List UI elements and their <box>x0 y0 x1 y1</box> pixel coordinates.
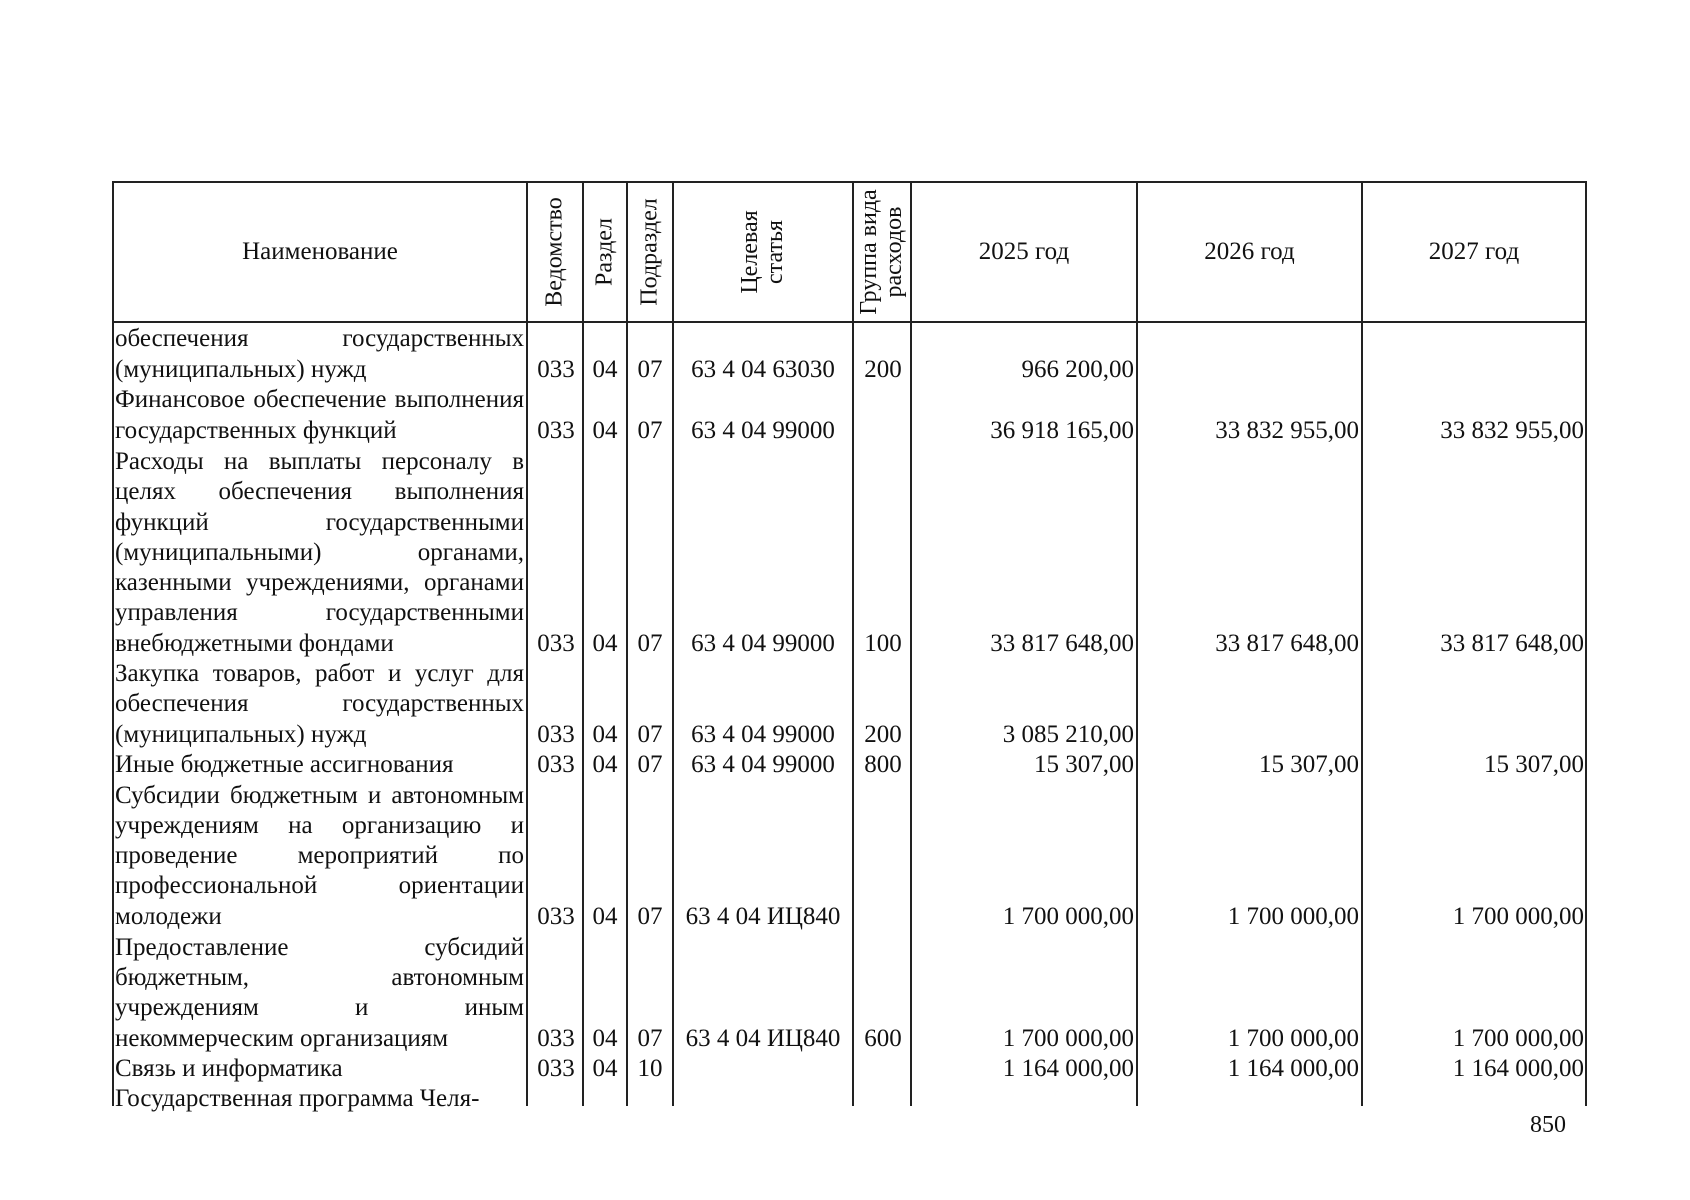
row-2026: 33 832 955,00 <box>1215 417 1359 444</box>
row-gruppa: 600 <box>864 1025 902 1052</box>
row-podrazdel: 07 <box>637 630 663 657</box>
row-name: Связь и информатика <box>115 1054 343 1082</box>
row-name: обеспечения государственных (муниципальных) нужд <box>115 325 524 383</box>
row-2026: 1 700 000,00 <box>1227 903 1359 930</box>
row-name: Государственная программа Челя- <box>115 1084 480 1112</box>
row-vedomstvo: 033 <box>537 903 575 930</box>
row-celevaya-statya: 63 4 04 99000 <box>691 721 835 748</box>
row-name: Финансовое обеспечение выполнения государственных функций <box>115 386 524 444</box>
row-celevaya-statya: 63 4 04 ИЦ840 <box>685 1025 841 1052</box>
header-podrazdel-label: Подраздел <box>636 198 663 306</box>
row-vedomstvo: 033 <box>537 751 575 778</box>
row-celevaya-statya: 63 4 04 63030 <box>691 356 835 383</box>
row-podrazdel: 07 <box>637 1025 663 1052</box>
row-vedomstvo: 033 <box>537 721 575 748</box>
row-celevaya-statya: 63 4 04 99000 <box>691 630 835 657</box>
table-row <box>0 780 1690 932</box>
row-2025: 3 085 210,00 <box>1002 721 1134 748</box>
table-row <box>0 324 1690 385</box>
row-2027: 1 700 000,00 <box>1452 1025 1584 1052</box>
header-gruppa-vida-rashodov <box>854 183 910 321</box>
row-razdel: 04 <box>592 630 618 657</box>
row-2027: 33 817 648,00 <box>1440 630 1584 657</box>
row-name: Субсидии бюджетным и автономным учреждениям на организацию и проведение мероприятий по профессиональной ориентации молодежи <box>115 781 524 930</box>
row-razdel: 04 <box>592 1055 618 1082</box>
row-2025: 36 918 165,00 <box>990 417 1134 444</box>
row-2025: 1 164 000,00 <box>1002 1055 1134 1082</box>
row-razdel: 04 <box>592 903 618 930</box>
row-celevaya-statya: 63 4 04 99000 <box>691 751 835 778</box>
row-2026: 1 700 000,00 <box>1227 1025 1359 1052</box>
row-name: Иные бюджетные ассигнования <box>115 750 454 778</box>
header-celevaya-statya <box>674 183 852 321</box>
row-2025: 33 817 648,00 <box>990 630 1134 657</box>
table-row <box>0 446 1690 659</box>
header-vedomstvo-label: Ведомство <box>541 197 568 307</box>
row-razdel: 04 <box>592 751 618 778</box>
header-2026: 2026 год <box>1204 238 1295 265</box>
row-podrazdel: 07 <box>637 751 663 778</box>
row-name: Расходы на выплаты персоналу в целях обеспечения выполнения функций государственными (муниципальными) органами, казенными учреждениями, органами управления государственными внебюджетными фондами <box>115 447 524 657</box>
row-podrazdel: 07 <box>637 721 663 748</box>
header-gruppa-line1: Группа вида <box>856 189 882 315</box>
page-number: 850 <box>1530 1112 1566 1138</box>
row-2025: 1 700 000,00 <box>1002 1025 1134 1052</box>
row-gruppa: 200 <box>864 356 902 383</box>
row-vedomstvo: 033 <box>537 356 575 383</box>
row-2025: 15 307,00 <box>1034 751 1134 778</box>
header-2027: 2027 год <box>1428 238 1520 265</box>
header-celevaya-line1: Целевая <box>737 210 763 294</box>
table-row <box>0 1084 1690 1114</box>
row-2027: 1 164 000,00 <box>1452 1055 1584 1082</box>
row-2026: 1 164 000,00 <box>1227 1055 1359 1082</box>
row-vedomstvo: 033 <box>537 1055 575 1082</box>
table-row <box>0 750 1690 780</box>
row-2025: 1 700 000,00 <box>1002 903 1134 930</box>
table-row <box>0 932 1690 1054</box>
row-2026: 15 307,00 <box>1259 751 1359 778</box>
row-razdel: 04 <box>592 417 618 444</box>
row-vedomstvo: 033 <box>537 630 575 657</box>
row-podrazdel: 07 <box>637 356 663 383</box>
header-gruppa-line2: расходов <box>881 206 907 298</box>
header-razdel-label: Раздел <box>591 218 618 286</box>
row-celevaya-statya: 63 4 04 ИЦ840 <box>685 903 841 930</box>
row-gruppa: 100 <box>864 630 902 657</box>
row-razdel: 04 <box>592 721 618 748</box>
row-vedomstvo: 033 <box>537 1025 575 1052</box>
row-gruppa: 800 <box>864 751 902 778</box>
row-2027: 15 307,00 <box>1484 751 1584 778</box>
row-name: Закупка товаров, работ и услуг для обеспечения государственных (муниципальных) нужд <box>115 660 524 748</box>
header-vedomstvo <box>528 183 582 321</box>
row-name: Предоставление субсидий бюджетным, автономным учреждениям и иным некоммерческим организациям <box>115 933 524 1052</box>
table-row <box>0 659 1690 750</box>
row-2026: 33 817 648,00 <box>1215 630 1359 657</box>
row-2027: 33 832 955,00 <box>1440 417 1584 444</box>
header-podrazdel <box>628 183 672 321</box>
header-gruppa-label <box>857 189 907 314</box>
row-2027: 1 700 000,00 <box>1452 903 1584 930</box>
header-celevaya-statya-label <box>738 210 788 293</box>
header-celevaya-line2: статья <box>762 220 788 284</box>
header-razdel <box>584 183 626 321</box>
header-bottom-border <box>112 321 1587 323</box>
header-name: Наименование <box>242 238 398 265</box>
row-podrazdel: 10 <box>637 1055 663 1082</box>
row-vedomstvo: 033 <box>537 417 575 444</box>
row-2025: 966 200,00 <box>1021 356 1134 383</box>
row-podrazdel: 07 <box>637 417 663 444</box>
row-podrazdel: 07 <box>637 903 663 930</box>
row-celevaya-statya: 63 4 04 99000 <box>691 417 835 444</box>
table-row <box>0 1054 1690 1084</box>
row-gruppa: 200 <box>864 721 902 748</box>
row-razdel: 04 <box>592 356 618 383</box>
header-2025: 2025 год <box>978 238 1070 265</box>
row-razdel: 04 <box>592 1025 618 1052</box>
table-row <box>0 385 1690 446</box>
